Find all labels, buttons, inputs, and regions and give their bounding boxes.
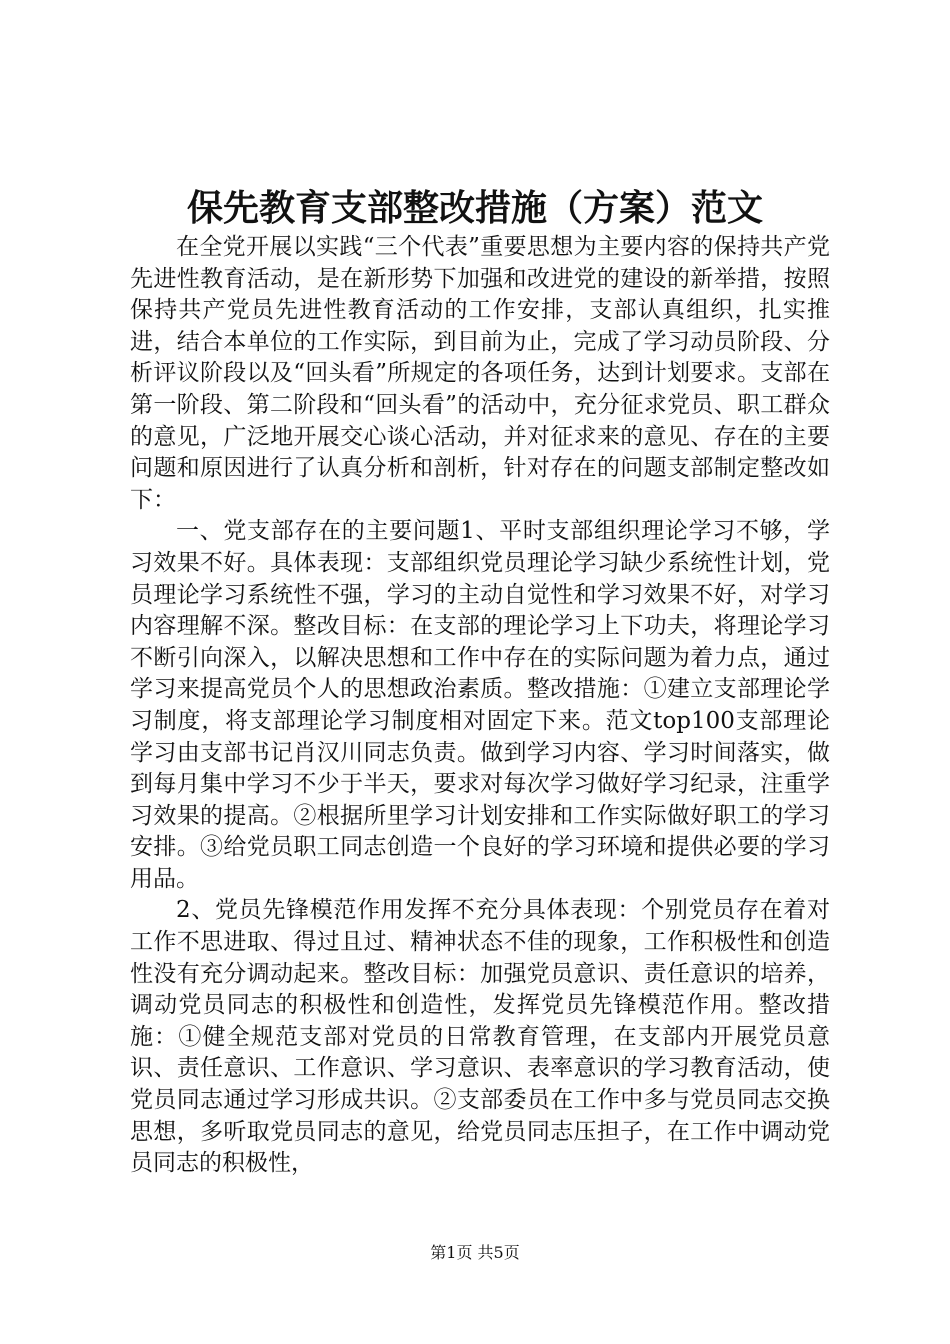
document-title: 保先教育支部整改措施（方案）范文 xyxy=(186,187,763,229)
paragraph-problem-1: 一、党支部存在的主要问题1、平时支部组织理论学习不够，学习效果不好。具体表现：支部组织党员理论学习缺少系统性计划，党员理论学习系统性不强，学习的主动自觉性和学习效果不好，对学习内容理解不深。整改目标：在支部的理论学习上下功夫，将理论学习不断引向深入，以解决思想和工作中存在的实际问题为着力点，通过学习来提高党员个人的思想政治素质。整改措施：①建立支部理论学习制度，将支部理论学习制度相对固定下来。范文top100支部理论学习由支部书记肖汉川同志负责。做到学习内容、学习时间落实，做到每月集中学习不少于半天，要求对每次学习做好学习纪录，注重学习效果的提高。②根据所里学习计划安排和工作实际做好职工的学习安排。③给党员职工同志创造一个良好的学习环境和提供必要的学习用品。 xyxy=(130,518,830,892)
document-body xyxy=(130,232,830,1180)
paragraph-problem-2: 2、党员先锋模范作用发挥不充分具体表现：个别党员存在着对工作不思进取、得过且过、精神状态不佳的现象，工作积极性和创造性没有充分调动起来。整改目标：加强党员意识、责任意识的培养，调动党员同志的积极性和创造性，发挥党员先锋模范作用。整改措施：①健全规范支部对党员的日常教育管理，在支部内开展党员意识、责任意识、工作意识、学习意识、表率意识的学习教育活动，使党员同志通过学习形成共识。②支部委员在工作中多与党员同志交换思想，多听取党员同志的意见，给党员同志压担子，在工作中调动党员同志的积极性， xyxy=(130,897,830,1177)
paragraph-intro: 在全党开展以实践“三个代表”重要思想为主要内容的保持共产党先进性教育活动，是在新形势下加强和改进党的建设的新举措，按照保持共产党员先进性教育活动的工作安排，支部认真组织，扎实推进，结合本单位的工作实际，到目前为止，完成了学习动员阶段、分析评议阶段以及“回头看”所规定的各项任务，达到计划要求。支部在第一阶段、第二阶段和“回头看”的活动中，充分征求党员、职工群众的意见，广泛地开展交心谈心活动，并对征求来的意见、存在的主要问题和原因进行了认真分析和剖析，针对存在的问题支部制定整改如下： xyxy=(130,234,830,513)
page-number-footer: 第1页 共5页 xyxy=(430,1243,520,1262)
